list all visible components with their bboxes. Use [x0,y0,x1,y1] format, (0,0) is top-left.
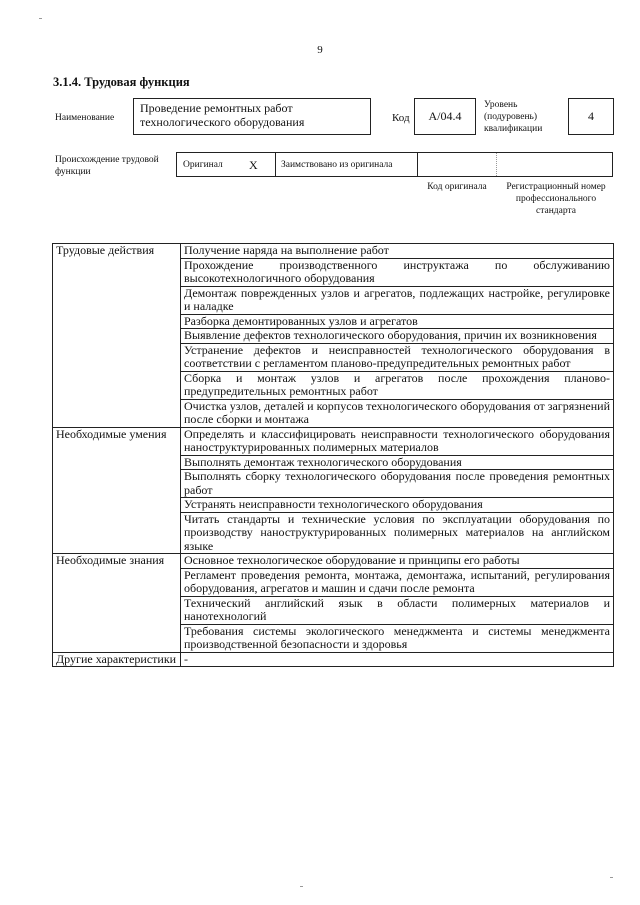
table-row [53,568,614,596]
reg-number-label: Регистрационный номер профессионального стандарта [506,182,606,216]
category-cell [53,624,181,652]
description-cell: Основное технологическое оборудование и принципы его работы [181,554,614,569]
description-cell: Получение наряда на выполнение работ [181,244,614,259]
description-cell: Прохождение производственного инструктажа по обслуживанию высокотехнологичного оборудования [181,258,614,286]
description-cell: Сборка и монтаж узлов и агрегатов после прохождения планово-предупредительных ремонтных работ [181,371,614,399]
category-cell [53,512,181,554]
table-row [53,455,614,470]
table-row [53,286,614,314]
category-cell: Необходимые знания [53,554,181,569]
category-cell: Другие характеристики [53,652,181,667]
description-cell: Выполнять сборку технологического оборудования после проведения ремонтных работ [181,470,614,498]
description-cell: Устранение дефектов и неисправностей технологического оборудования в соответствии с регламентом планово-предупредительных ремонтных работ [181,343,614,371]
category-cell [53,314,181,329]
origin-divider [275,153,276,176]
description-cell: Выполнять демонтаж технологического оборудования [181,455,614,470]
description-cell: Демонтаж поврежденных узлов и агрегатов, подлежащих настройке, регулировке и наладке [181,286,614,314]
page-number: 9 [317,44,323,56]
description-cell: Выявление дефектов технологического оборудования, причин их возникновения [181,329,614,344]
function-table [52,243,614,667]
category-cell [53,470,181,498]
table-row [53,244,614,259]
description-cell: - [181,652,614,667]
origin-mark: X [249,157,258,172]
description-cell: Определять и классифицировать неисправности технологического оборудования наноструктурированных полимерных материалов [181,427,614,455]
table-row [53,314,614,329]
name-value: Проведение ремонтных работ технологического оборудования [133,98,371,135]
category-cell [53,286,181,314]
name-label: Наименование [55,113,115,123]
table-row [53,554,614,569]
origin-divider [417,153,418,176]
category-cell [53,399,181,427]
table-row [53,427,614,455]
table-row [53,258,614,286]
scan-mark [610,877,613,878]
scan-mark [39,18,42,19]
origin-label: Происхождение трудовой функции [55,155,159,177]
description-cell: Читать стандарты и технические условия по эксплуатации оборудования по производству наноструктурированных полимерных материалов на английском языке [181,512,614,554]
description-cell: Разборка демонтированных узлов и агрегатов [181,314,614,329]
table-row [53,470,614,498]
table-row [53,498,614,513]
category-cell [53,343,181,371]
origin-dotted-divider [496,153,497,176]
category-cell: Необходимые умения [53,427,181,455]
table-row [53,596,614,624]
category-cell [53,568,181,596]
description-cell: Устранять неисправности технологического оборудования [181,498,614,513]
category-cell [53,371,181,399]
section-heading: 3.1.4. Трудовая функция [53,75,190,89]
origin-borrowed: Заимствовано из оригинала [281,159,393,170]
table-row [53,371,614,399]
level-value: 4 [568,98,614,135]
category-cell [53,596,181,624]
table-row [53,343,614,371]
category-cell [53,498,181,513]
code-value: A/04.4 [414,98,476,135]
table-row [53,624,614,652]
category-cell [53,455,181,470]
description-cell: Технический английский язык в области полимерных материалов и нанотехнологий [181,596,614,624]
origin-table [176,152,613,177]
description-cell: Очистка узлов, деталей и корпусов технологического оборудования от загрязнений после сборки и монтажа [181,399,614,427]
table-row [53,329,614,344]
code-original-label: Код оригинала [427,182,487,192]
table-row [53,512,614,554]
description-cell: Регламент проведения ремонта, монтажа, демонтажа, испытаний, регулирования оборудования, агрегатов и машин и сдачи после ремонта [181,568,614,596]
code-label: Код [392,112,410,124]
table-row [53,399,614,427]
origin-original: Оригинал [183,159,223,170]
category-cell: Трудовые действия [53,244,181,259]
scan-mark [300,886,303,887]
description-cell: Требования системы экологического менеджмента и системы менеджмента производственной безопасности и здоровья [181,624,614,652]
table-row [53,652,614,667]
level-label: Уровень (подуровень) квалификации [484,100,543,134]
category-cell [53,329,181,344]
category-cell [53,258,181,286]
